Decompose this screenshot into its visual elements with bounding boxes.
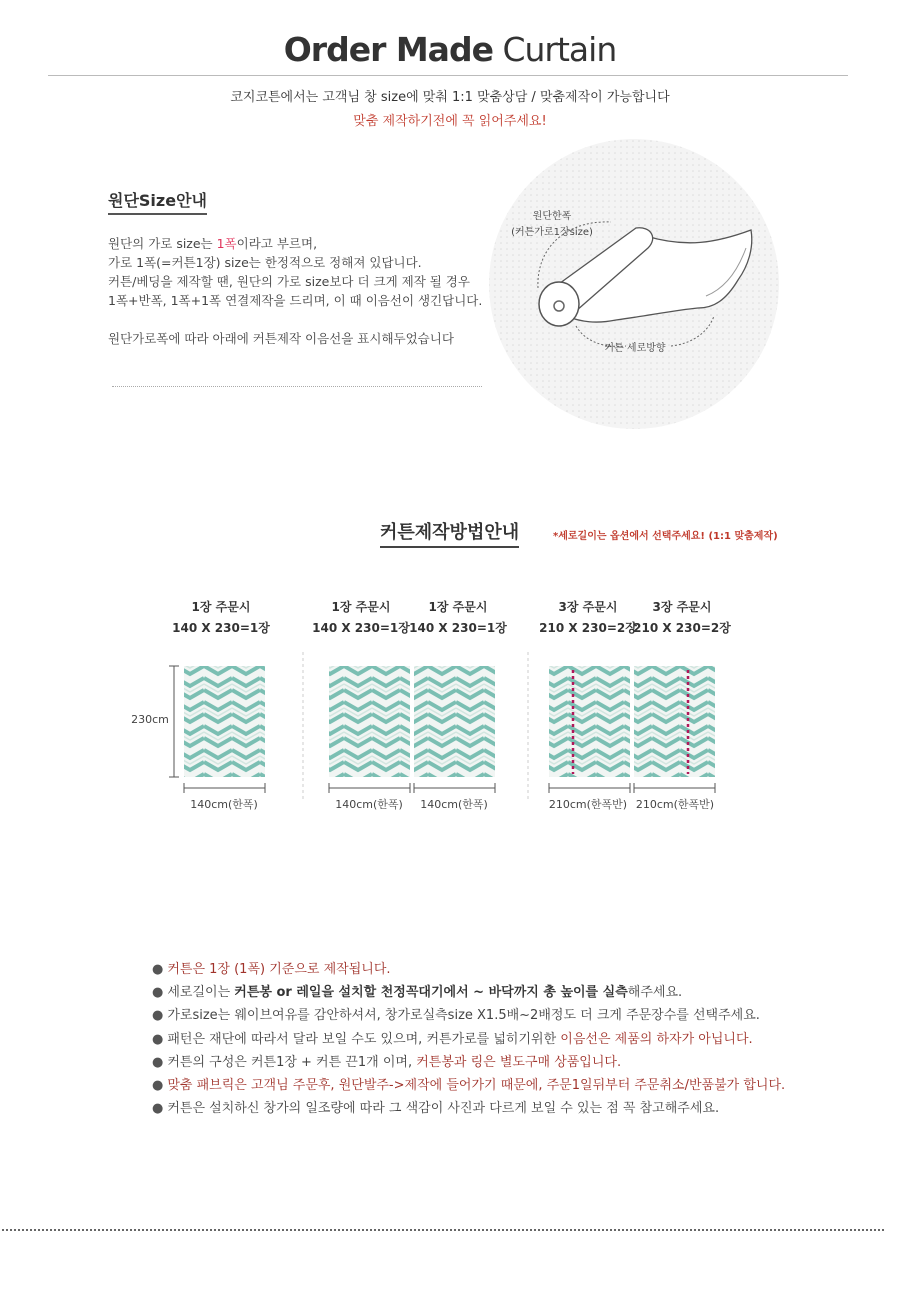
note-item [152,981,785,1004]
note-text: 가로size는 웨이브여유를 감안하셔셔, 창가로실측size X1.5배~2배정도 더 크게 주문장수를 선택주세요. [167,1008,760,1024]
note-item [152,1004,785,1027]
dotted-divider [112,386,482,387]
note-emphasis: 커튼봉과 링은 별도구매 상품입니다. [416,1054,622,1070]
caption-title: 1장 주문시 [331,600,391,614]
size-line-2: 가로 1폭(=커튼1장) size는 한정적으로 정해져 있답니다. [108,255,422,270]
height-label: 230cm [131,713,169,726]
curtain-panel [329,666,410,777]
size-guide-heading: 원단Size안내 [108,188,207,215]
size-line-5: 원단가로폭에 따라 아래에 커튼제작 이음선을 표시해두었습니다 [108,331,454,346]
text: 원단의 가로 size는 [108,236,217,251]
note-item [152,958,785,981]
caption-title: 1장 주문시 [428,600,488,614]
width-label: 140cm(한폭) [335,798,403,811]
width-label: 210cm(한폭반) [635,798,715,811]
intro-text [0,86,900,134]
bullet-icon: ● [152,1031,164,1047]
caption-g1p1 [160,597,282,639]
title-bold: Order Made [283,30,493,69]
curtain-panel [184,666,265,777]
bullet-icon: ● [152,985,164,1001]
title-light: Curtain [502,30,617,69]
size-line-4: 1폭+반폭, 1폭+1폭 연결제작을 드리며, 이 때 이음선이 생긴답니다. [108,293,483,308]
size-guide-text [108,234,482,348]
note-item [152,1051,785,1074]
caption-title: 3장 주문시 [558,600,618,614]
caption-size: 140 X 230=1장 [312,621,410,635]
highlight-text: 1폭 [216,236,237,251]
size-line-3: 커튼/베딩을 제작할 땐, 원단의 가로 size보다 더 크게 제작 될 경우 [108,274,470,289]
width-label: 210cm(한폭반) [548,798,628,811]
curtain-panel [634,666,715,777]
roll-end [539,282,579,326]
method-note: *세로길이는 옵션에서 선택주세요! (1:1 맞춤제작) [553,531,778,542]
note-text: 맞춤 패브릭은 고객님 주문후, 원단발주->제작에 들어가기 때문에, 주문1일뒤부터 주문취소/반품불가 합니다. [167,1078,786,1094]
curtain-panel [414,666,495,777]
caption-g2p1 [306,597,416,639]
curtain-diagram [120,650,740,820]
notes-list [152,958,785,1120]
label-width: 원단한폭 [532,211,572,222]
caption-g2p2 [403,597,513,639]
note-emphasis: 이음선은 제품의 하자가 아닙니다. [560,1031,753,1047]
note-text: 커튼은 설치하신 창가의 일조량에 따라 그 색감이 사진과 다르게 보일 수 있는 점 꼭 참고해주세요. [167,1101,720,1117]
width-label: 140cm(한폭) [190,798,258,811]
method-heading: 커튼제작방법안내 [380,518,519,548]
caption-size: 210 X 230=2장 [633,621,731,635]
caption-title: 1장 주문시 [191,600,251,614]
note-item [152,1074,785,1097]
intro-line: 코지코튼에서는 고객님 창 size에 맞춰 1:1 맞춤상담 / 맞춤제작이 가능합니다 [230,90,670,105]
bullet-icon: ● [152,1054,164,1070]
page-title [0,30,900,69]
note-emphasis: 커튼봉 or 레일을 설치할 천정꼭대기에서 ~ 바닥까지 총 높이를 실측 [234,985,628,1001]
note-item [152,1097,785,1120]
note-text: 커튼은 1장 (1폭) 기준으로 제작됩니다. [167,962,391,977]
curtain-panel [549,666,630,777]
caption-size: 210 X 230=2장 [539,621,637,635]
bottom-divider [2,1229,884,1231]
width-label: 140cm(한폭) [420,798,488,811]
fabric-roll-illustration [486,138,782,434]
width-markers [184,783,715,793]
note-text: 해주세요. [627,985,683,1001]
bullet-icon: ● [152,1101,164,1117]
bullet-icon: ● [152,962,164,977]
title-divider [48,75,848,76]
bullet-icon: ● [152,1008,164,1024]
size-line-1 [108,234,482,253]
note-item [152,1028,785,1051]
note-text: 커튼의 구성은 커튼1장 + 커튼 끈1개 이며, [167,1054,417,1070]
text: 이라고 부르며, [236,236,318,251]
intro-warning: 맞춤 제작하기전에 꼭 읽어주세요! [353,114,547,129]
caption-title: 3장 주문시 [652,600,712,614]
caption-size: 140 X 230=1장 [172,621,270,635]
label-width-sub: (커튼가로1장size) [511,227,593,238]
note-text: 세로길이는 [167,985,235,1001]
bullet-icon: ● [152,1078,164,1094]
caption-size: 140 X 230=1장 [409,621,507,635]
label-length: 커튼 세로방향 [604,343,666,354]
note-text: 패턴은 재단에 따라서 달라 보일 수도 있으며, 커튼가로를 넓히기위한 [167,1031,561,1047]
caption-g3p2 [627,597,737,639]
spacer [108,310,482,329]
